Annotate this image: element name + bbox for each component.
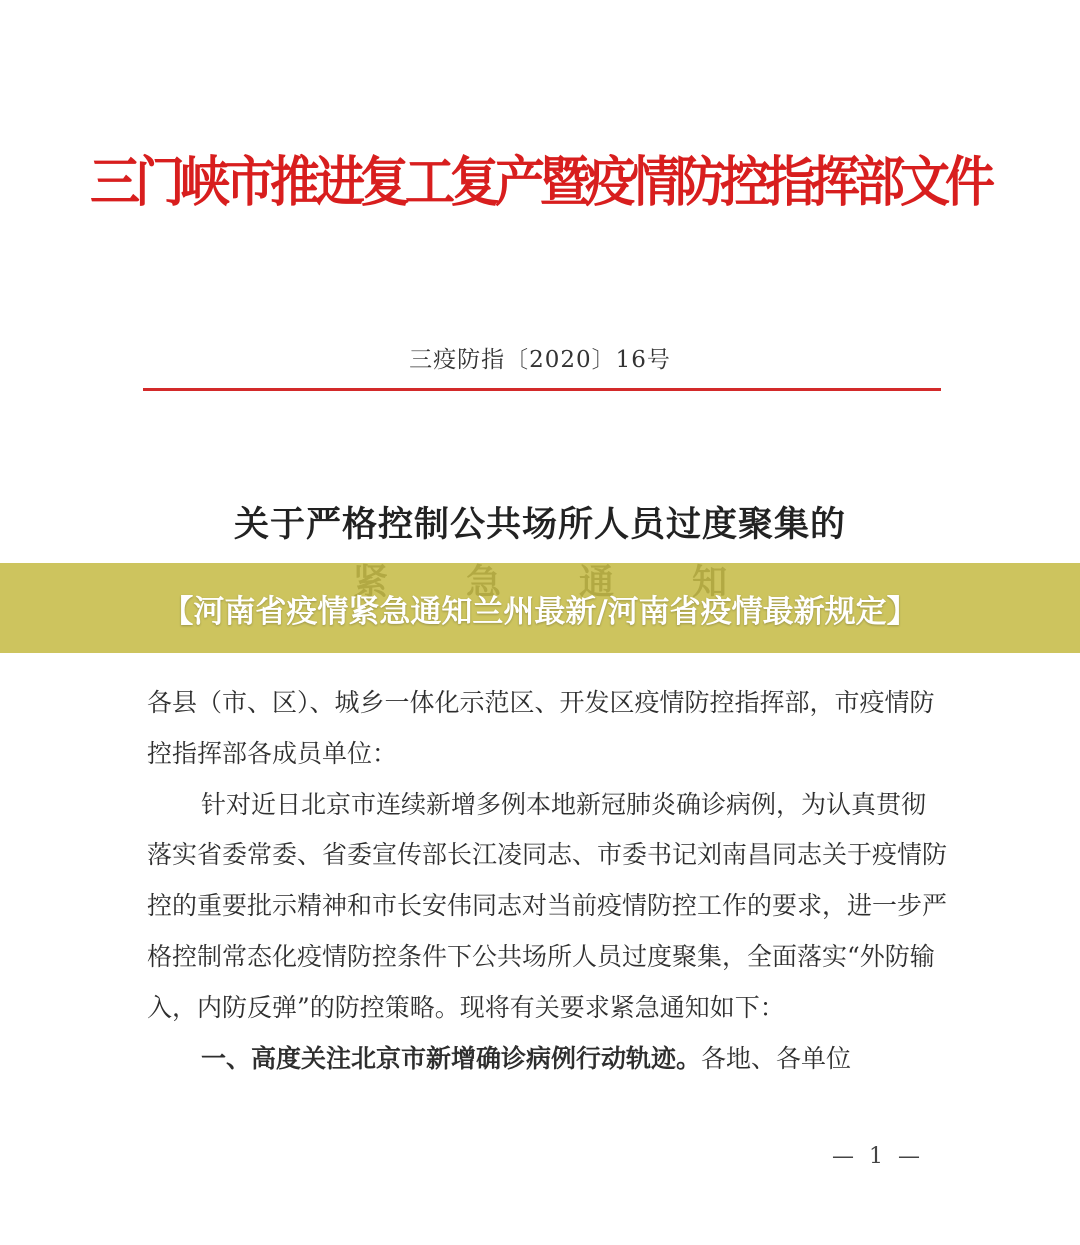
title-banner bbox=[0, 563, 1080, 653]
salutation: 各县（市、区）、城乡一体化示范区、开发区疫情防控指挥部，市疫情防控指挥部各成员单位： bbox=[147, 688, 935, 768]
banner-title: 【河南省疫情紧急通知兰州最新/河南省疫情最新规定】 bbox=[162, 593, 918, 630]
paragraph-1: 针对近日北京市连续新增多例本地新冠肺炎确诊病例，为认真贯彻落实省委常委、省委宣传部长江凌同志、市委书记刘南昌同志关于疫情防控的重要批示精神和市长安伟同志对当前疫情防控工作的要求，进一步严格控制常态化疫情防控条件下公共场所人员过度聚集，全面落实“外防输入，内防反弹”的防控策略。现将有关要求紧急通知如下： bbox=[147, 789, 948, 1022]
document-body bbox=[147, 678, 947, 1084]
document-title-line1: 关于严格控制公共场所人员过度聚集的 bbox=[233, 504, 846, 545]
document-number: 三疫防指〔2020〕16号 bbox=[409, 347, 671, 373]
page-number: — 1 — bbox=[832, 1144, 924, 1169]
item-1-rest: 各地、各单位 bbox=[701, 1043, 852, 1073]
item-1-lead: 一、高度关注北京市新增确诊病例行动轨迹。 bbox=[201, 1043, 702, 1073]
red-divider bbox=[143, 388, 941, 391]
item-1 bbox=[147, 1034, 947, 1085]
document-header: 三门峡市推进复工复产暨疫情防控指挥部文件 bbox=[90, 149, 990, 214]
